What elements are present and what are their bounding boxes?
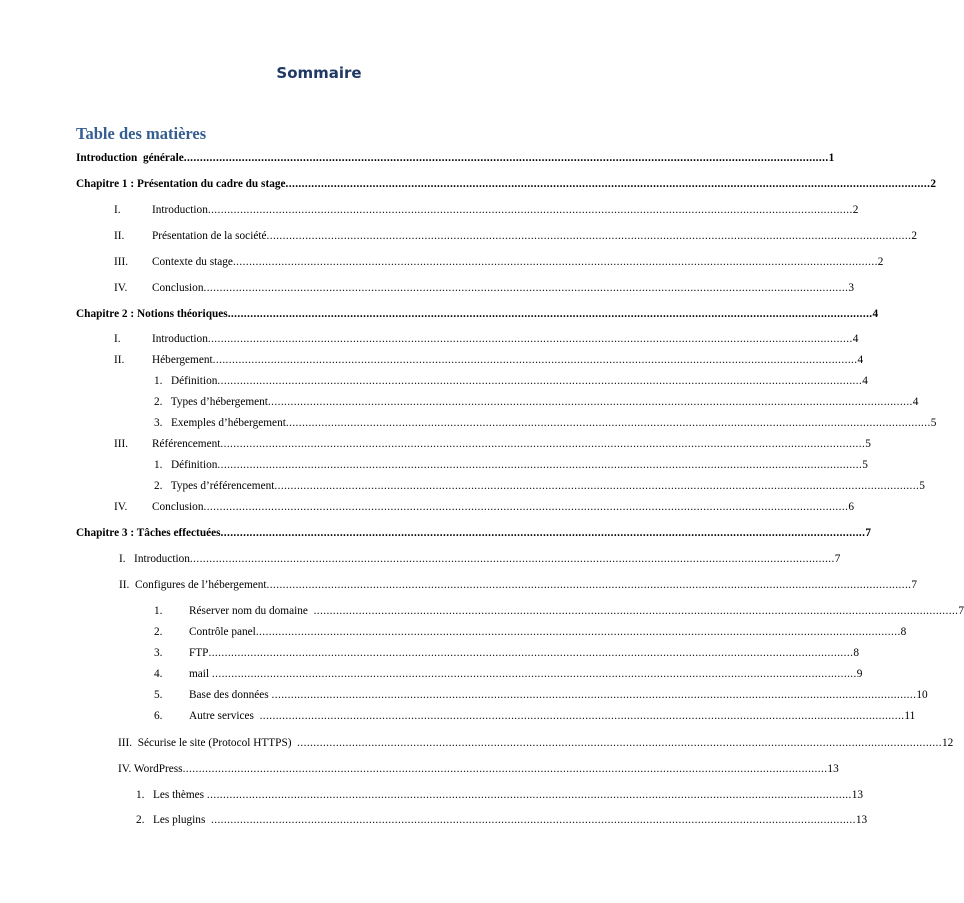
toc-entry-number: 1. xyxy=(154,605,163,617)
toc-entry-number: IV. xyxy=(114,501,128,513)
toc-entry[interactable] xyxy=(0,788,864,802)
toc-entry-number: III. xyxy=(114,256,129,268)
dot-leader: ........................................................................................................................................................................................................ xyxy=(255,626,901,638)
toc-entry[interactable] xyxy=(0,229,917,243)
toc-entry[interactable] xyxy=(0,646,859,660)
toc-entry-title: Base des données xyxy=(189,689,272,701)
toc-entry[interactable] xyxy=(0,374,868,388)
toc-entry-title: Introduction xyxy=(152,204,208,216)
dot-leader: ........................................................................................................................................................................................................ xyxy=(285,417,931,429)
toc-entry[interactable] xyxy=(0,416,937,430)
toc-entry-number: IV. xyxy=(114,282,128,294)
dot-leader: ........................................................................................................................................................................................................ xyxy=(232,256,878,268)
toc-entry-title: 2. Types d’référencement xyxy=(154,480,275,492)
dot-leader: ........................................................................................................................................................................................................ xyxy=(189,553,835,565)
toc-entry-title: Introduction générale xyxy=(76,152,184,164)
toc-entry[interactable] xyxy=(0,203,859,217)
toc-entry[interactable] xyxy=(0,736,954,750)
toc-entry-title: III. Sécurise le site (Protocol HTTPS) xyxy=(118,737,298,749)
toc-entry-page: 2 xyxy=(877,256,884,268)
toc-entry-title: I. Introduction xyxy=(119,553,190,565)
dot-leader: ........................................................................................................................................................................................................ xyxy=(203,282,849,294)
dot-leader: ........................................................................................................................................................................................................ xyxy=(297,737,942,749)
toc-entry-page: 5 xyxy=(865,438,871,450)
toc-entry-page: 5 xyxy=(930,417,937,429)
toc-entry[interactable] xyxy=(0,709,916,723)
dot-leader: ........................................................................................................................................................................................................ xyxy=(220,527,866,539)
toc-entry-title: Référencement xyxy=(152,438,221,450)
toc-entry[interactable] xyxy=(0,688,928,702)
toc-entry[interactable] xyxy=(0,625,907,639)
toc-entry-page: 11 xyxy=(904,710,916,722)
toc-entry[interactable] xyxy=(0,500,854,514)
dot-leader: ........................................................................................................................................................................................................ xyxy=(208,647,854,659)
toc-entry[interactable] xyxy=(0,526,872,540)
toc-entry-number: 5. xyxy=(154,689,163,701)
toc-entry-number: 6. xyxy=(154,710,163,722)
toc-entry[interactable] xyxy=(0,255,884,269)
dot-leader: ........................................................................................................................................................................................................ xyxy=(183,152,829,164)
toc-entry-title: FTP xyxy=(189,647,209,659)
toc-entry-page: 8 xyxy=(900,626,907,638)
toc-entry-page: 8 xyxy=(853,647,859,659)
toc-entry-page: 2 xyxy=(911,230,917,242)
toc-entry-page: 10 xyxy=(916,689,928,701)
toc-entry-page: 3 xyxy=(848,282,854,294)
toc-entry[interactable] xyxy=(0,437,871,451)
toc-entry[interactable] xyxy=(0,762,839,776)
dot-leader: ........................................................................................................................................................................................................ xyxy=(207,204,853,216)
toc-entry-title: Chapitre 3 : Tâches effectuées xyxy=(76,527,221,539)
dot-leader: ........................................................................................................................................................................................................ xyxy=(217,375,863,387)
toc-entry-page: 7 xyxy=(834,553,841,565)
dot-leader: ........................................................................................................................................................................................................ xyxy=(285,178,931,190)
dot-leader: ........................................................................................................................................................................................................ xyxy=(220,438,866,450)
toc-entry-title: Conclusion xyxy=(152,501,204,513)
toc-entry-page: 4 xyxy=(912,396,919,408)
toc-heading: Table des matières xyxy=(76,124,207,143)
toc-entry-title: Réserver nom du domaine xyxy=(189,605,314,617)
dot-leader: ........................................................................................................................................................................................................ xyxy=(313,605,959,617)
dot-leader: ........................................................................................................................................................................................................ xyxy=(274,480,920,492)
toc-entry-title: Contrôle panel xyxy=(189,626,256,638)
toc-entry-page: 13 xyxy=(851,789,864,801)
toc-entry-title: Présentation de la société xyxy=(152,230,267,242)
dot-leader: ........................................................................................................................................................................................................ xyxy=(266,230,912,242)
toc-entry-page: 4 xyxy=(852,333,859,345)
toc-entry[interactable] xyxy=(0,479,925,493)
toc-entry-page: 2 xyxy=(852,204,859,216)
toc-entry-page: 2 xyxy=(930,178,937,190)
dot-leader: ........................................................................................................................................................................................................ xyxy=(203,501,849,513)
toc-entry-title: Contexte du stage xyxy=(152,256,233,268)
toc-entry-title: IV. WordPress xyxy=(118,763,183,775)
toc-entry[interactable] xyxy=(0,332,859,346)
toc-entry-page: 12 xyxy=(942,737,954,749)
toc-entry-page: 1 xyxy=(828,152,835,164)
dot-leader: ........................................................................................................................................................................................................ xyxy=(259,710,905,722)
dot-leader: ........................................................................................................................................................................................................ xyxy=(182,763,828,775)
toc-entry[interactable] xyxy=(0,307,879,321)
dot-leader: ........................................................................................................................................................................................................ xyxy=(266,579,912,591)
toc-entry-title: Conclusion xyxy=(152,282,204,294)
toc-entry-number: 4. xyxy=(154,668,163,680)
toc-entry-page: 7 xyxy=(958,605,964,617)
toc-entry-title: Autre services xyxy=(189,710,260,722)
toc-entry[interactable] xyxy=(0,281,854,295)
toc-entry-number: II. xyxy=(114,354,125,366)
toc-entry-title: 1. Définition xyxy=(154,459,218,471)
dot-leader: ........................................................................................................................................................................................................ xyxy=(267,396,913,408)
toc-entry-title: Chapitre 2 : Notions théoriques xyxy=(76,308,228,320)
toc-entry-title: 2. Types d’hébergement xyxy=(154,396,268,408)
dot-leader: ........................................................................................................................................................................................................ xyxy=(211,814,856,826)
toc-entry-page: 5 xyxy=(919,480,925,492)
toc-entry[interactable] xyxy=(0,552,841,566)
toc-entry-page: 4 xyxy=(857,354,864,366)
toc-entry-page: 13 xyxy=(827,763,839,775)
dot-leader: ........................................................................................................................................................................................................ xyxy=(227,308,873,320)
toc-entry[interactable] xyxy=(0,604,964,618)
toc-entry[interactable] xyxy=(0,151,835,165)
dot-leader: ........................................................................................................................................................................................................ xyxy=(271,689,917,701)
dot-leader: ........................................................................................................................................................................................................ xyxy=(206,789,852,801)
dot-leader: ........................................................................................................................................................................................................ xyxy=(212,354,858,366)
toc-entry-page: 6 xyxy=(848,501,854,513)
toc-entry-page: 4 xyxy=(862,375,868,387)
dot-leader: ........................................................................................................................................................................................................ xyxy=(211,668,857,680)
toc-entry-number: 3. xyxy=(154,647,163,659)
toc-entry-title: Chapitre 1 : Présentation du cadre du stage xyxy=(76,178,286,190)
toc-entry-title: 3. Exemples d’hébergement xyxy=(154,417,286,429)
toc-entry-title: 1. Les thèmes xyxy=(136,789,207,801)
toc-entry-page: 13 xyxy=(855,814,868,826)
toc-entry-number: III. xyxy=(114,438,129,450)
toc-entry-page: 9 xyxy=(856,668,863,680)
toc-entry[interactable] xyxy=(0,353,864,367)
toc-entry[interactable] xyxy=(0,667,863,681)
dot-leader: ........................................................................................................................................................................................................ xyxy=(217,459,863,471)
toc-entry-title: II. Configures de l’hébergement xyxy=(119,579,267,591)
toc-entry[interactable] xyxy=(0,177,937,191)
page-title: Sommaire xyxy=(276,64,362,82)
toc-entry[interactable] xyxy=(0,395,919,409)
dot-leader: ........................................................................................................................................................................................................ xyxy=(207,333,853,345)
toc-entry-number: I. xyxy=(114,204,121,216)
toc-entry[interactable] xyxy=(0,458,868,472)
toc-entry-title: Hébergement xyxy=(152,354,213,366)
toc-entry-title: mail xyxy=(189,668,212,680)
toc-entry-page: 7 xyxy=(911,579,918,591)
toc-entry-number: I. xyxy=(114,333,121,345)
toc-entry-number: II. xyxy=(114,230,125,242)
toc-entry-page: 7 xyxy=(865,527,872,539)
toc-entry-title: Introduction xyxy=(152,333,208,345)
toc-entry[interactable] xyxy=(0,578,918,592)
toc-entry-title: 1. Définition xyxy=(154,375,218,387)
toc-entry-number: 2. xyxy=(154,626,163,638)
toc-entry-page: 4 xyxy=(872,308,879,320)
toc-entry-page: 5 xyxy=(862,459,868,471)
toc-entry[interactable] xyxy=(0,813,868,827)
toc-entry-title: 2. Les plugins xyxy=(136,814,211,826)
